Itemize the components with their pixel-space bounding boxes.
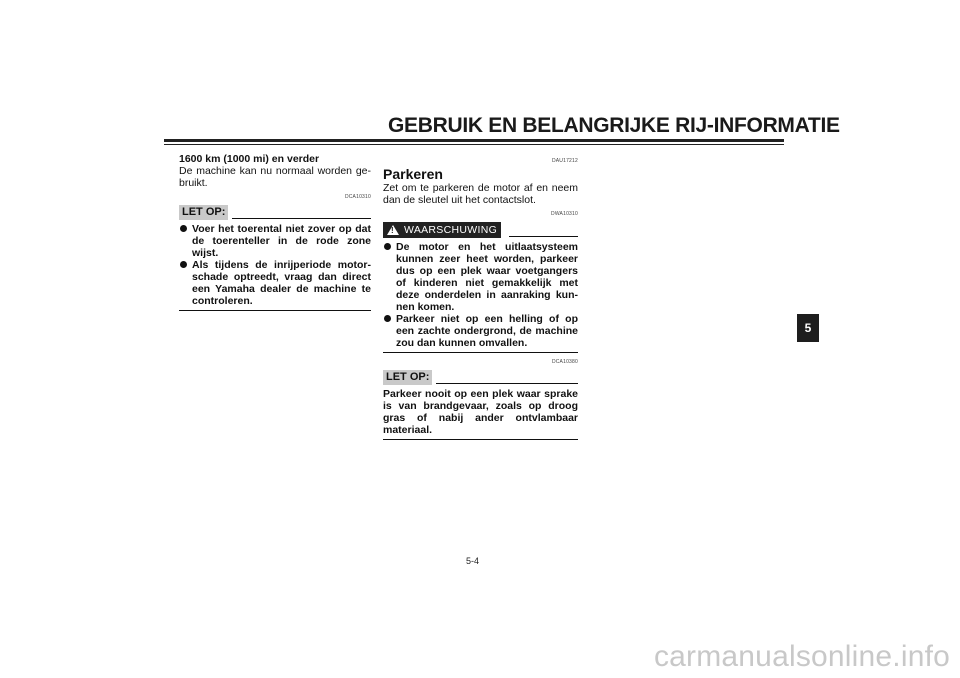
subheading-1600km: 1600 km (1000 mi) en verder	[179, 153, 320, 165]
section-code: DAU17212	[551, 158, 578, 164]
warning-end-rule	[383, 352, 578, 353]
notice-label: LET OP:	[179, 205, 228, 220]
notice-code: DCA10310	[344, 194, 371, 200]
warning-label: WAARSCHUWING	[404, 224, 498, 236]
notice-header-line	[232, 206, 371, 219]
bullet-dot-icon	[180, 261, 187, 268]
bullet-dot-icon	[384, 243, 391, 250]
header-rule-thin	[164, 144, 784, 145]
bullet-dot-icon	[384, 315, 391, 322]
warning-header	[383, 222, 578, 238]
notice-text: Parkeer nooit op een plek waar sprake is van brandgevaar, zoals op droog gras of nabij ander ontvlambaar materiaal.	[383, 388, 578, 436]
notice-end-rule	[383, 439, 578, 440]
left-column	[179, 153, 371, 311]
body-text: De machine kan nu normaal worden ge-bruikt.	[179, 165, 371, 189]
notice-code: DCA10380	[551, 359, 578, 365]
bullet-dot-icon	[180, 225, 187, 232]
notice-label: LET OP:	[383, 370, 432, 385]
warning-bullets	[383, 241, 578, 349]
notice-bullet: Voer het toerental niet zover op dat de toerenteller in de rode zone wijst.	[179, 223, 371, 259]
notice-end-rule	[179, 310, 371, 311]
page-title: GEBRUIK EN BELANGRIJKE RIJ-INFORMATIE	[388, 114, 840, 137]
notice-header	[383, 370, 578, 385]
notice-header	[179, 205, 371, 220]
watermark: carmanualsonline.info	[653, 640, 950, 673]
warning-code: DWA10310	[551, 211, 578, 217]
warning-bullet: Parkeer niet op een helling of op een zachte ondergrond, de machine zou dan kunnen omvallen.	[383, 313, 578, 349]
warning-bullet: De motor en het uitlaatsysteem kunnen zeer heet worden, parkeer dus op een plek waar voetgangers of kinderen niet gemakkelijk met deze onderdelen in aanraking kun-nen komen.	[383, 241, 578, 313]
warning-triangle-icon: !	[387, 225, 399, 235]
section-heading-parkeren: Parkeren	[383, 166, 443, 182]
chapter-tab: 5	[797, 314, 819, 342]
notice-header-line	[436, 371, 578, 384]
middle-column	[383, 153, 578, 440]
header-rule	[164, 139, 784, 142]
notice-bullets	[179, 223, 371, 307]
warning-badge	[383, 222, 501, 238]
body-text: Zet om te parkeren de motor af en neem dan de sleutel uit het contactslot.	[383, 182, 578, 206]
warning-header-line	[509, 224, 578, 237]
page-number: 5-4	[466, 556, 480, 566]
notice-bullet: Als tijdens de inrijperiode motor-schade optreedt, vraag dan direct een Yamaha dealer de machine te controleren.	[179, 259, 371, 307]
